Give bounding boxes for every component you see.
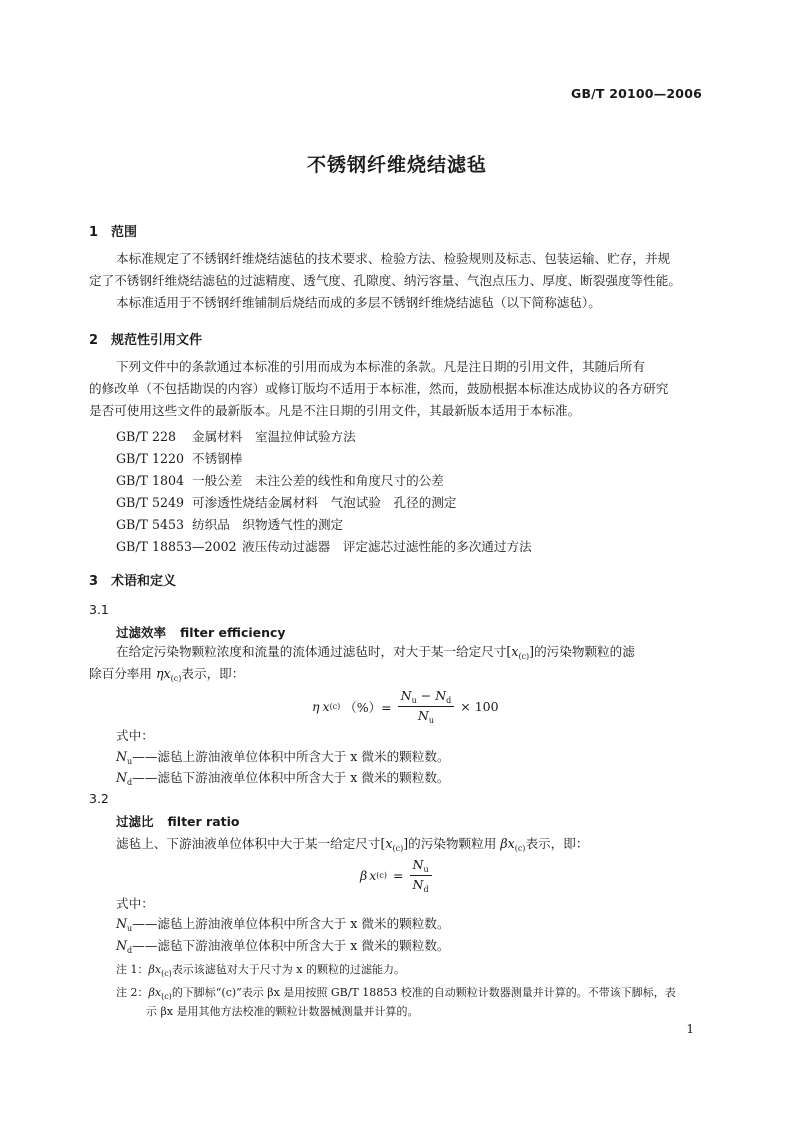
subscript-d: d	[127, 946, 133, 955]
reference-code: GB/T 5453	[116, 517, 185, 532]
section-title: 范围	[111, 225, 138, 240]
variable-description: ——滤毡上游油液单位体积中所含大于 x 微米的颗粒数。	[132, 916, 450, 931]
section-1-scope-paragraph	[89, 248, 703, 314]
term-filter-efficiency	[116, 623, 286, 641]
symbol-N: N	[412, 877, 424, 892]
paragraph-line: 下列文件中的条款通过本标准的引用而成为本标准的条款。凡是注日期的引用文件，其随后所有	[116, 359, 645, 374]
subscript-c: (c)	[514, 844, 526, 853]
subscript-c: (c)	[329, 702, 341, 711]
reference-item	[116, 492, 456, 511]
reference-item	[116, 536, 532, 555]
definition-line	[89, 663, 244, 690]
clause-3-1-number: 3.1	[89, 602, 109, 617]
subscript-c: (c)	[392, 844, 404, 853]
subscript-c: (c)	[376, 871, 388, 880]
formula-fraction	[410, 857, 432, 894]
filter-ratio-formula	[360, 857, 438, 894]
symbol-N: N	[116, 770, 128, 785]
symbol-beta: β	[148, 963, 155, 976]
reference-code: GB/T 1804	[116, 473, 185, 488]
reference-item	[116, 448, 242, 467]
formula-unit: （%）=	[344, 699, 392, 715]
symbol-N: N	[435, 688, 447, 703]
definition-text: 表示，即：	[181, 666, 245, 681]
section-number: 2	[89, 333, 99, 348]
subscript-d: d	[127, 778, 133, 787]
reference-title: 液压传动过滤器 评定滤芯过滤性能的多次通过方法	[242, 539, 532, 554]
symbol-x: x	[385, 836, 393, 851]
definition-text: 表示，即：	[525, 836, 589, 851]
term-english: filter ratio	[167, 814, 240, 829]
section-2-intro-paragraph	[89, 356, 703, 422]
reference-code: GB/T 5249	[116, 495, 185, 510]
variable-definition-nd	[116, 767, 450, 794]
symbol-x: x	[154, 963, 162, 976]
symbol-N: N	[412, 857, 424, 872]
note-label: 注 2：	[116, 986, 149, 999]
definition-text: 滤毡上、下游油液单位体积中大于某一给定尺寸[	[116, 836, 386, 851]
variable-description: ——滤毡下游油液单位体积中所含大于 x 微米的颗粒数。	[132, 770, 450, 785]
variable-description: ——滤毡下游油液单位体积中所含大于 x 微米的颗粒数。	[132, 938, 450, 953]
subscript-u: u	[127, 924, 133, 933]
note-1	[116, 960, 405, 984]
symbol-N: N	[116, 938, 128, 953]
where-label: 式中：	[116, 728, 154, 743]
subscript-u: u	[423, 865, 429, 874]
term-chinese: 过滤比	[116, 814, 154, 829]
section-title: 规范性引用文件	[111, 333, 203, 348]
reference-item	[116, 514, 343, 533]
subscript-c: (c)	[161, 992, 172, 1001]
subscript-u: u	[428, 716, 434, 725]
symbol-x: x	[154, 986, 162, 999]
reference-title: 纺织品 织物透气性的测定	[192, 517, 344, 532]
variable-definition-nd	[116, 935, 450, 962]
where-label: 式中：	[116, 896, 154, 911]
reference-title: 不锈钢棒	[192, 451, 243, 466]
symbol-eta: η	[155, 666, 164, 681]
clause-3-2-number: 3.2	[89, 791, 109, 806]
definition-text: ]的污染物颗粒的滤	[529, 644, 635, 659]
symbol-N: N	[116, 916, 128, 931]
symbol-x: x	[369, 868, 377, 883]
subscript-c: (c)	[161, 969, 172, 978]
reference-code: GB/T 1220	[116, 451, 185, 466]
formula-multiplier: × 100	[460, 699, 499, 714]
symbol-eta: η	[312, 699, 320, 714]
symbol-x: x	[322, 699, 330, 714]
equals-sign: =	[393, 868, 404, 883]
reference-code: GB/T 228	[116, 429, 176, 444]
subscript-d: d	[423, 885, 429, 894]
symbol-x: x	[507, 836, 515, 851]
variable-description: ——滤毡上游油液单位体积中所含大于 x 微米的颗粒数。	[132, 749, 450, 764]
subscript-u: u	[411, 696, 417, 705]
formula-fraction	[398, 688, 455, 725]
note-2-continued: 示 βx 是用其他方法校准的颗粒计数器械测量并计算的。	[146, 1005, 419, 1018]
section-1-heading	[89, 221, 137, 240]
definition-line	[116, 833, 588, 860]
subscript-d: d	[446, 696, 452, 705]
reference-code: GB/T 18853—2002	[116, 539, 237, 554]
reference-title: 金属材料 室温拉伸试验方法	[192, 429, 356, 444]
subscript-u: u	[127, 757, 133, 766]
subscript-c: (c)	[518, 652, 530, 661]
paragraph-line: 定了不锈钢纤维烧结滤毡的过滤精度、透气度、孔隙度、纳污容量、气泡点压力、厚度、断裂强度等性能。	[89, 273, 681, 288]
symbol-N: N	[400, 688, 412, 703]
term-filter-ratio	[116, 812, 239, 830]
section-number: 1	[89, 225, 99, 240]
minus-sign: −	[420, 688, 432, 703]
note-text: 的下脚标“(c)”表示 βx 是用按照 GB/T 18853 校准的自动颗粒计数器测量并计算的。不带该下脚标，表	[171, 986, 676, 999]
reference-item	[116, 426, 356, 445]
note-label: 注 1：	[116, 963, 149, 976]
subscript-c: (c)	[170, 674, 182, 683]
paragraph-line: 本标准适用于不锈钢纤维铺制后烧结而成的多层不锈钢纤维烧结滤毡（以下简称滤毡）。	[116, 295, 601, 310]
section-3-heading	[89, 570, 176, 589]
note-text: 表示该滤毡对大于尺寸为 x 的颗粒的过滤能力。	[171, 963, 406, 976]
filter-efficiency-formula	[312, 688, 499, 725]
symbol-x: x	[163, 666, 171, 681]
symbol-beta: β	[500, 836, 508, 851]
symbol-beta: β	[148, 986, 155, 999]
symbol-N: N	[417, 708, 429, 723]
standard-number: GB/T 20100—2006	[570, 86, 702, 101]
fraction-numerator	[410, 857, 432, 876]
reference-title: 可渗透性烧结金属材料 气泡试验 孔径的测定	[192, 495, 457, 510]
reference-title: 一般公差 未注公差的线性和角度尺寸的公差	[192, 473, 444, 488]
reference-item	[116, 470, 444, 489]
section-title: 术语和定义	[111, 574, 177, 589]
term-chinese: 过滤效率	[116, 625, 167, 640]
document-title: 不锈钢纤维烧结滤毡	[306, 154, 487, 176]
definition-text: ]的污染物颗粒用	[403, 836, 501, 851]
symbol-N: N	[116, 749, 128, 764]
section-2-heading	[89, 329, 202, 348]
page-number: 1	[686, 1022, 694, 1036]
symbol-beta: β	[360, 868, 368, 883]
paragraph-line: 本标准规定了不锈钢纤维烧结滤毡的技术要求、检验方法、检验规则及标志、包装运输、贮存，并规	[116, 251, 671, 266]
definition-text: 在给定污染物颗粒浓度和流量的流体通过滤毡时，对大于某一给定尺寸[	[116, 644, 512, 659]
symbol-x: x	[511, 644, 519, 659]
fraction-denominator	[413, 876, 429, 894]
definition-text: 除百分率用	[89, 666, 156, 681]
fraction-numerator	[398, 688, 455, 707]
section-number: 3	[89, 574, 99, 589]
term-english: filter efficiency	[180, 625, 286, 640]
fraction-denominator	[418, 707, 434, 725]
paragraph-line: 的修改单（不包括勘误的内容）或修订版均不适用于本标准，然而，鼓励根据本标准达成协议的各方研究	[89, 381, 669, 396]
paragraph-line: 是否可使用这些文件的最新版本。凡是不注日期的引用文件，其最新版本适用于本标准。	[89, 403, 581, 418]
